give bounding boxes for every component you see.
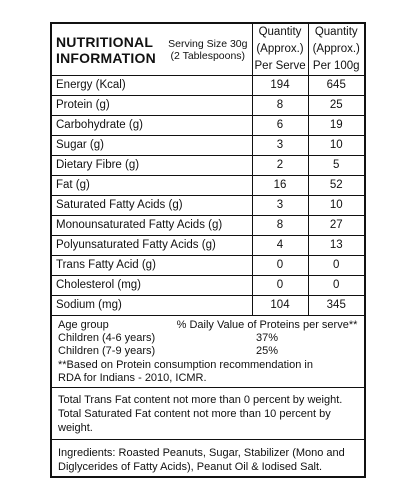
per-100g-value: 645 <box>308 76 364 96</box>
age-row-children-7-9 <box>58 345 358 358</box>
panel-title: NUTRITIONAL INFORMATION <box>56 33 156 66</box>
table-row <box>52 156 364 176</box>
table-row <box>52 216 364 236</box>
nutrient-label: Energy (Kcal) <box>52 76 252 96</box>
per-100g-value: 13 <box>308 236 364 256</box>
table-row <box>52 96 364 116</box>
per-serve-value: 8 <box>252 96 308 116</box>
per-serve-value: 104 <box>252 296 308 316</box>
per-serve-header: Quantity (Approx.) Per Serve <box>252 24 308 76</box>
per-serve-value: 6 <box>252 116 308 136</box>
trans-fat-note: Total Trans Fat content not more than 0 percent by weight. <box>58 394 343 406</box>
per-100g-value: 27 <box>308 216 364 236</box>
table-row <box>52 136 364 156</box>
nutrient-label: Sodium (mg) <box>52 296 252 316</box>
table-row <box>52 296 364 316</box>
table-row <box>52 76 364 96</box>
per-serve-value: 3 <box>252 196 308 216</box>
age-label: Children (7-9 years) <box>58 345 156 357</box>
per-100g-value: 345 <box>308 296 364 316</box>
nutrient-label: Fat (g) <box>52 176 252 196</box>
title-cell <box>52 24 252 76</box>
per-100g-value: 25 <box>308 96 364 116</box>
per-100g-value: 0 <box>308 256 364 276</box>
per-serve-value: 2 <box>252 156 308 176</box>
per-100g-value: 0 <box>308 276 364 296</box>
serving-size: Serving Size 30g (2 Tablespoons) <box>168 37 248 62</box>
table-row <box>52 256 364 276</box>
nutrient-label: Sugar (g) <box>52 136 252 156</box>
per-serve-value: 0 <box>252 256 308 276</box>
nutrient-label: Monounsaturated Fatty Acids (g) <box>52 216 252 236</box>
nutrient-label: Polyunsaturated Fatty Acids (g) <box>52 236 252 256</box>
rda-footnote: **Based on Protein consumption recommendation in RDA for Indians - 2010, ICMR. <box>58 359 313 384</box>
table-row <box>52 196 364 216</box>
saturated-fat-note: Total Saturated Fat content not more than 10 percent by weight. <box>58 408 331 434</box>
protein-daily-value-section <box>52 316 364 388</box>
nutrient-label: Protein (g) <box>52 96 252 116</box>
age-label: Children (4-6 years) <box>58 332 156 344</box>
age-row-children-4-6 <box>58 332 358 345</box>
table-row <box>52 116 364 136</box>
table-row <box>52 176 364 196</box>
per-100g-value: 10 <box>308 196 364 216</box>
per-100g-value: 5 <box>308 156 364 176</box>
table-row <box>52 236 364 256</box>
nutrition-label <box>50 22 366 478</box>
table-row <box>52 276 364 296</box>
per-100g-value: 19 <box>308 116 364 136</box>
per-serve-value: 16 <box>252 176 308 196</box>
per-serve-value: 4 <box>252 236 308 256</box>
ingredients-list: Ingredients: Roasted Peanuts, Sugar, Stabilizer (Mono and Diglycerides of Fatty Acids), Peanut Oil & Iodised Salt. <box>58 447 345 473</box>
age-value: 37% <box>255 332 279 344</box>
per-serve-value: 194 <box>252 76 308 96</box>
age-group-label: Age group <box>58 319 109 331</box>
nutrient-label: Carbohydrate (g) <box>52 116 252 136</box>
age-header-row <box>58 319 358 332</box>
per-serve-value: 0 <box>252 276 308 296</box>
fat-totals-note <box>52 388 364 440</box>
per-serve-value: 8 <box>252 216 308 236</box>
per-100g-value: 52 <box>308 176 364 196</box>
nutrient-label: Cholesterol (mg) <box>52 276 252 296</box>
per-100g-header: Quantity (Approx.) Per 100g <box>308 24 364 76</box>
nutrient-label: Saturated Fatty Acids (g) <box>52 196 252 216</box>
age-value: 25% <box>255 345 279 357</box>
nutrient-label: Trans Fatty Acid (g) <box>52 256 252 276</box>
table-header-row <box>52 24 364 76</box>
daily-value-header: % Daily Value of Proteins per serve** <box>176 319 358 331</box>
nutrition-table <box>52 24 364 316</box>
nutrient-label: Dietary Fibre (g) <box>52 156 252 176</box>
per-100g-value: 10 <box>308 136 364 156</box>
per-serve-value: 3 <box>252 136 308 156</box>
